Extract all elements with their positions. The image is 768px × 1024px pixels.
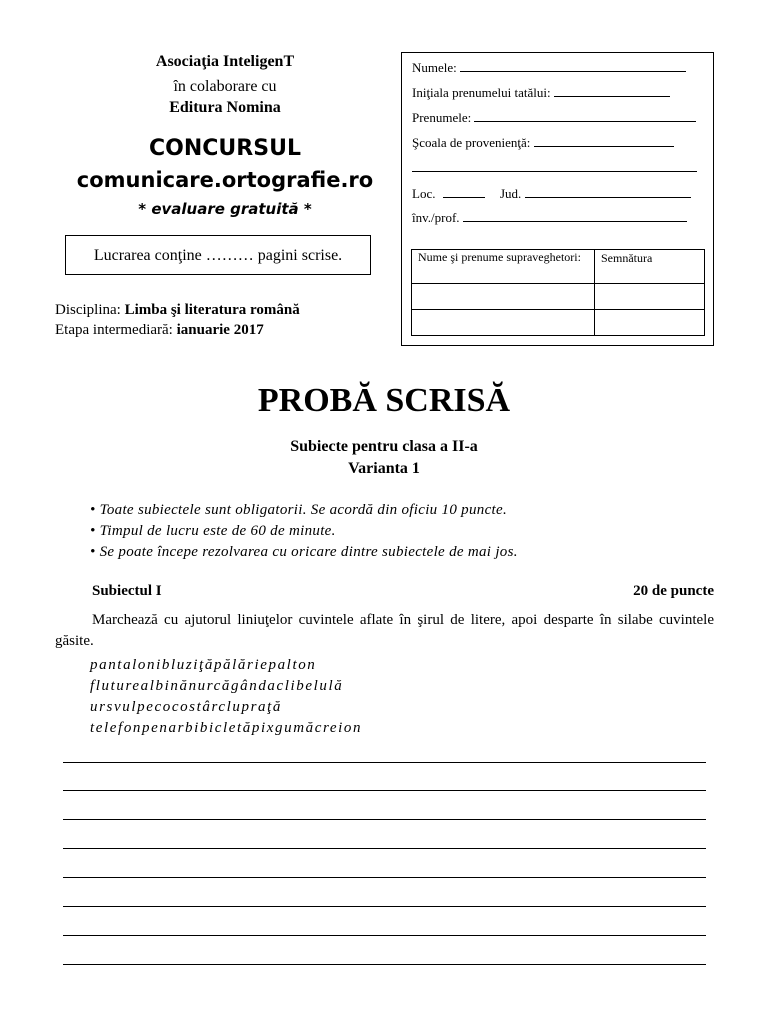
county-field[interactable] — [525, 185, 691, 198]
supervisor-signature-cell[interactable] — [595, 310, 705, 336]
answer-line[interactable] — [63, 819, 706, 820]
rule-item: • Se poate începe rezolvarea cu oricare dintre subiectele de mai jos. — [90, 544, 518, 560]
supervisor-row — [412, 310, 705, 336]
stage-label: Etapa intermediară: — [55, 322, 173, 338]
teacher-label: înv./prof. — [412, 210, 460, 225]
stage-value: ianuarie 2017 — [176, 322, 264, 338]
pages-note: Lucrarea conţine ……… pagini scrise. — [93, 247, 343, 264]
rule-item: • Timpul de lucru este de 60 de minute. — [90, 523, 336, 539]
supervisors-table-header — [412, 250, 705, 284]
discipline-value: Limba şi literatura română — [124, 302, 300, 318]
supervisor-name-cell[interactable] — [412, 284, 595, 310]
first-name-row — [412, 109, 696, 126]
teacher-field[interactable] — [463, 209, 687, 222]
first-name-field[interactable] — [474, 109, 696, 122]
answer-line[interactable] — [63, 935, 706, 936]
organization-name — [60, 52, 390, 72]
answer-line[interactable] — [63, 762, 706, 763]
exam-subtitle: Subiecte pentru clasa a II-a — [290, 438, 478, 455]
name-row — [412, 59, 686, 76]
locality-label: Loc. — [412, 186, 436, 201]
answer-line[interactable] — [63, 877, 706, 878]
father-initial-label: Iniţiala prenumelui tatălui: — [412, 85, 551, 100]
name-field[interactable] — [460, 59, 686, 72]
discipline-line — [55, 300, 300, 320]
org-line-1: Asociaţia InteligenT — [155, 53, 295, 70]
answer-line[interactable] — [63, 848, 706, 849]
supervisor-signature-cell[interactable] — [595, 284, 705, 310]
answer-line[interactable] — [63, 906, 706, 907]
org-line-2: în colaborare cu — [173, 78, 277, 95]
school-label: Şcoala de provenienţă: — [412, 135, 531, 150]
letter-string: fluturealbinănurcăgândaclibelulă — [90, 678, 344, 694]
school-row — [412, 134, 674, 151]
locality-field[interactable] — [443, 185, 485, 198]
organization-collab — [60, 77, 390, 97]
first-name-label: Prenumele: — [412, 110, 472, 125]
supervisors-table — [411, 249, 705, 336]
exam-variant: Varianta 1 — [348, 460, 420, 477]
supervisor-row — [412, 284, 705, 310]
subject-label: Subiectul I — [92, 583, 162, 599]
teacher-row — [412, 209, 687, 226]
pages-count-box — [65, 235, 371, 275]
subject-instruction: Marchează cu ajutorul liniuţelor cuvintele aflate în şirul de litere, apoi desparte în silabe cuvintele găsite. — [55, 612, 714, 649]
signature-header: Semnătura — [595, 250, 705, 284]
contest-tagline: * evaluare gratuită * — [138, 200, 312, 218]
school-field[interactable] — [534, 134, 674, 147]
supervisors-header: Nume şi prenume supraveghetori: — [412, 250, 595, 284]
subject-points: 20 de puncte — [633, 583, 714, 599]
locality-row — [412, 185, 691, 202]
contest-title: CONCURSUL — [149, 136, 301, 161]
letter-string: telefonpenarbibicletăpixgumăcreion — [90, 720, 363, 736]
father-initial-row — [412, 84, 670, 101]
letter-string: pantalonibluziţăpălăriepalton — [90, 657, 317, 673]
rule-item: • Toate subiectele sunt obligatorii. Se acordă din oficiu 10 puncte. — [90, 502, 507, 518]
supervisor-name-cell[interactable] — [412, 310, 595, 336]
publisher-name — [60, 98, 390, 118]
exam-title: PROBĂ SCRISĂ — [257, 382, 511, 419]
stage-line — [55, 320, 264, 340]
answer-line[interactable] — [63, 790, 706, 791]
letter-string: ursvulpecocostârclupraţă — [90, 699, 282, 715]
father-initial-field[interactable] — [554, 84, 670, 97]
school-field-continued[interactable] — [412, 159, 697, 172]
discipline-label: Disciplina: — [55, 302, 121, 318]
org-line-3: Editura Nomina — [169, 99, 281, 116]
school-row-2 — [412, 159, 697, 176]
county-label: Jud. — [499, 186, 522, 201]
name-label: Numele: — [412, 60, 457, 75]
contest-site: comunicare.ortografie.ro — [76, 168, 374, 192]
answer-line[interactable] — [63, 964, 706, 965]
student-info-form — [401, 52, 714, 346]
